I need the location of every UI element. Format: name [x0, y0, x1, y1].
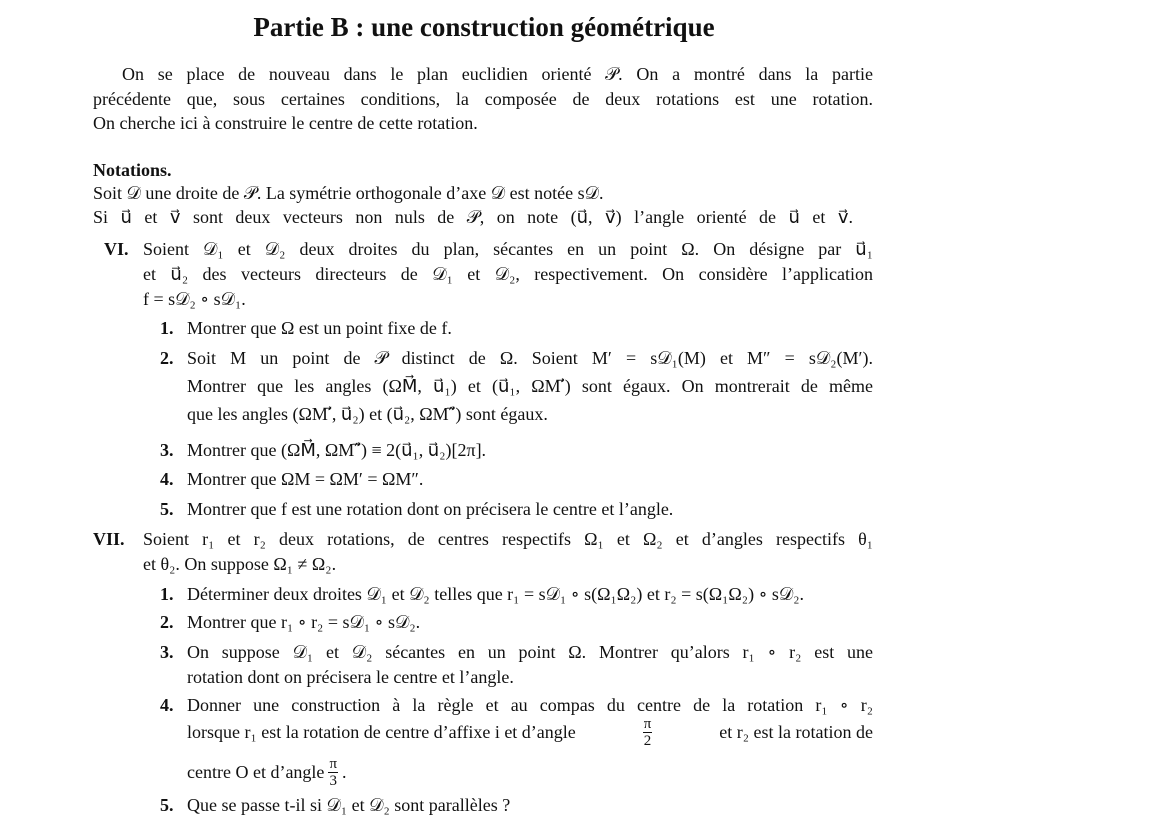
item-text: . [342, 762, 347, 782]
question-text: f = s𝒟₂ ∘ s𝒟₁. [143, 289, 246, 309]
question-label: VII. [93, 529, 125, 549]
fraction-pi-over-3 [328, 756, 338, 789]
fraction-denominator: 3 [329, 772, 337, 789]
notations-heading: Notations. [93, 160, 172, 180]
item-text: Montrer que f est une rotation dont on précisera le centre et l’angle. [187, 499, 674, 519]
page-title: Partie B : une construction géométrique [253, 12, 715, 42]
item-line [187, 752, 347, 792]
item-text: lorsque r₁ est la rotation de centre d’affixe i et d’angle [187, 722, 576, 742]
intro-line: On cherche ici à construire le centre de cette rotation. [93, 113, 478, 133]
item-text: que les angles (ΩM′⃗, u⃗₂) et (u⃗₂, ΩM″⃗) sont égaux. [187, 404, 548, 424]
item-text: Montrer que les angles (ΩM⃗, u⃗₁) et (u⃗₁, ΩM′⃗) sont égaux. On montrerait de même [187, 376, 873, 396]
item-text: Montrer que r₁ ∘ r₂ = s𝒟₁ ∘ s𝒟₂. [187, 612, 421, 632]
item-number: 3. [160, 642, 174, 662]
item-text: Déterminer deux droites 𝒟₁ et 𝒟₂ telles que r₁ = s𝒟₁ ∘ s(Ω₁Ω₂) et r₂ = s(Ω₁Ω₂) ∘ s𝒟₂. [187, 584, 805, 604]
item-number: 3. [160, 440, 174, 460]
fraction-denominator: 2 [643, 732, 652, 749]
item-number: 1. [160, 584, 174, 604]
question-text: et u⃗₂ des vecteurs directeurs de 𝒟₁ et 𝒟₂, respectivement. On considère l’application [143, 264, 873, 284]
item-line [187, 712, 873, 752]
item-text: centre O et d’angle [187, 762, 325, 782]
question-text: Soient 𝒟₁ et 𝒟₂ deux droites du plan, sécantes en un point Ω. On désigne par u⃗₁ [143, 239, 873, 259]
question-text: et θ₂. On suppose Ω₁ ≠ Ω₂. [143, 554, 337, 574]
item-text: rotation dont on précisera le centre et l’angle. [187, 667, 514, 687]
item-text: Que se passe t-il si 𝒟₁ et 𝒟₂ sont parallèles ? [187, 795, 511, 815]
item-text: Montrer que Ω est un point fixe de f. [187, 318, 452, 338]
item-number: 2. [160, 612, 174, 632]
fraction-numerator: π [329, 755, 338, 772]
item-number: 1. [160, 318, 174, 338]
item-number: 2. [160, 348, 174, 368]
item-text: Montrer que ΩM = ΩM′ = ΩM″. [187, 469, 424, 489]
item-text: et r₂ est la rotation de [719, 722, 873, 742]
item-text: Donner une construction à la règle et au compas du centre de la rotation r₁ ∘ r₂ [187, 695, 873, 715]
item-text: On suppose 𝒟₁ et 𝒟₂ sécantes en un point Ω. Montrer qu’alors r₁ ∘ r₂ est une [187, 642, 873, 662]
item-number: 5. [160, 795, 174, 815]
item-text: Soit M un point de 𝒫 distinct de Ω. Soient M′ = s𝒟₁(M) et M″ = s𝒟₂(M′). [187, 348, 873, 368]
intro-line: précédente que, sous certaines conditions, la composée de deux rotations est une rotation. [93, 89, 873, 109]
fraction-pi-over-2 [643, 716, 653, 749]
question-label: VI. [104, 239, 129, 259]
item-number: 5. [160, 499, 174, 519]
notation-line: Si u⃗ et v⃗ sont deux vecteurs non nuls de 𝒫, on note (u⃗, v⃗) l’angle orienté de u⃗ et v⃗. [93, 207, 853, 227]
item-text: Montrer que (ΩM⃗, ΩM″⃗) ≡ 2(u⃗₁, u⃗₂)[2π]. [187, 440, 487, 460]
item-number: 4. [160, 695, 174, 715]
item-number: 4. [160, 469, 174, 489]
question-text: Soient r₁ et r₂ deux rotations, de centres respectifs Ω₁ et Ω₂ et d’angles respectifs θ₁ [143, 529, 873, 549]
intro-line: On se place de nouveau dans le plan euclidien orienté 𝒫. On a montré dans la partie [122, 64, 873, 84]
notation-line: Soit 𝒟 une droite de 𝒫. La symétrie orthogonale d’axe 𝒟 est notée s𝒟. [93, 183, 604, 203]
fraction-numerator: π [643, 715, 652, 732]
